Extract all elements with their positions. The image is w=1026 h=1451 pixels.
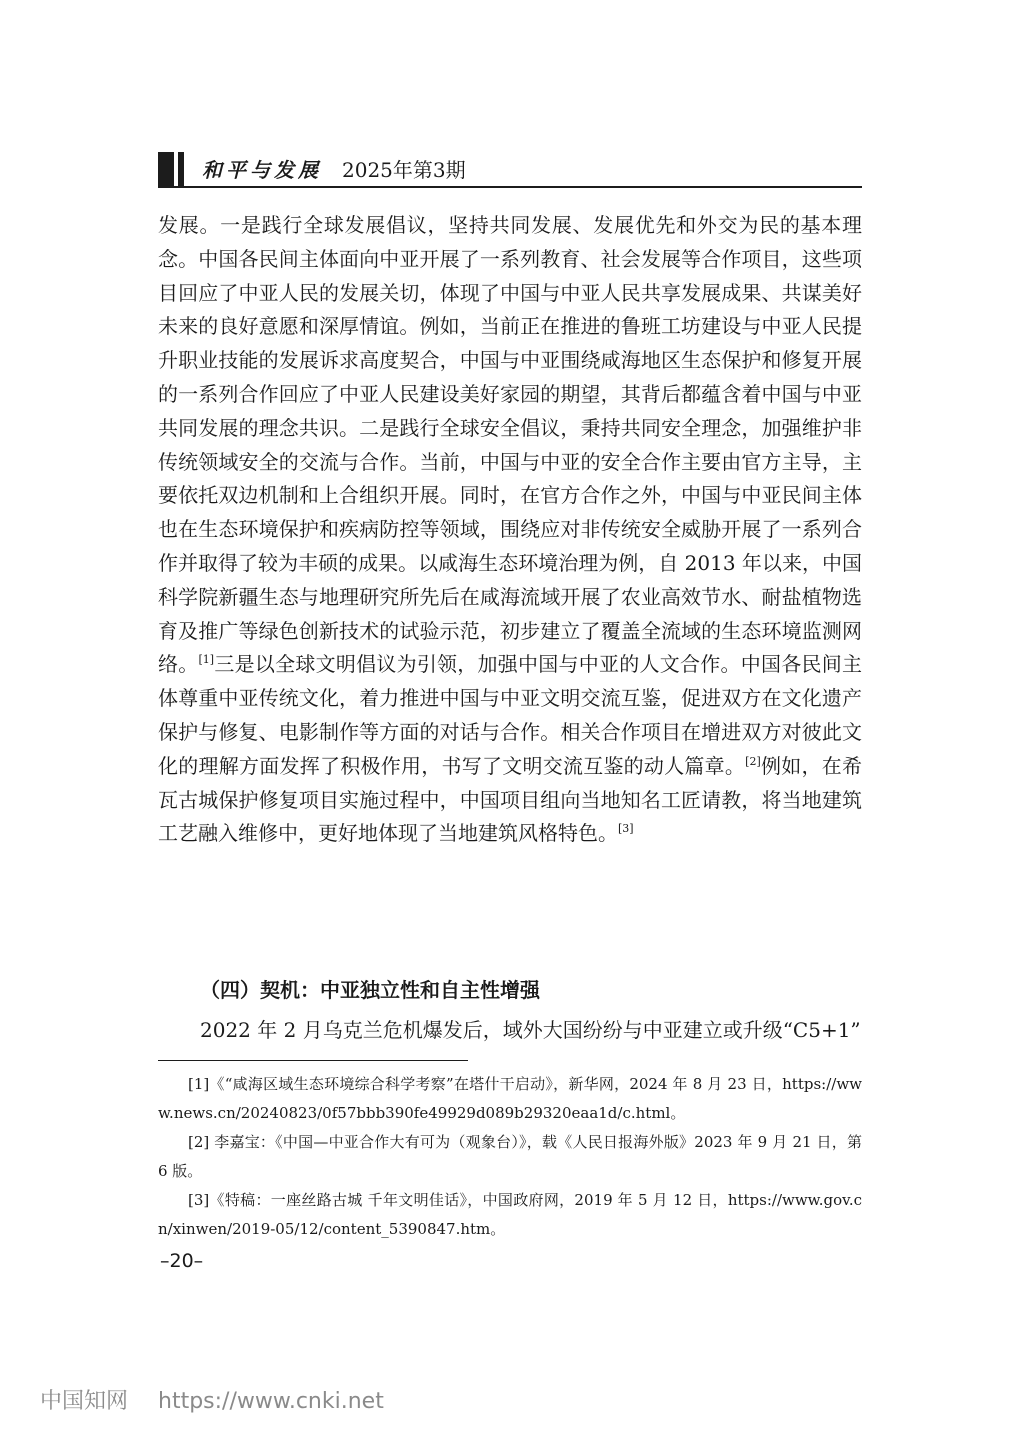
cnki-watermark bbox=[40, 1384, 414, 1415]
section-first-line: 2022 年 2 月乌克兰危机爆发后，域外大国纷纷与中亚建立或升级“C5+1” bbox=[200, 1018, 861, 1042]
section-heading: （四）契机：中亚独立性和自主性增强 bbox=[200, 978, 540, 1002]
header-bar-decoration bbox=[158, 152, 174, 188]
journal-title: 和平与发展 bbox=[202, 158, 322, 182]
footnote-separator bbox=[158, 1060, 468, 1061]
footnote-3: [3]《特稿：一座丝路古城 千年文明佳话》，中国政府网，2019 年 5 月 12 日，https://www.gov.cn/xinwen/2019-05/12/content_5390847.htm。 bbox=[158, 1191, 862, 1238]
body-paragraph bbox=[158, 209, 862, 851]
page-number: –20– bbox=[160, 1250, 204, 1272]
body-text-part-3: 例如，在希瓦古城保护修复项目实施过程中，中国项目组向当地知名工匠请教，将当地建筑工艺融入维修中，更好地体现了当地建筑风格特色。 bbox=[158, 753, 863, 846]
footnote-ref-3[interactable]: [3] bbox=[618, 822, 634, 836]
footnote-ref-2[interactable]: [2] bbox=[745, 754, 761, 768]
footnote-1: [1]《“咸海区域生态环境综合科学考察”在塔什干启动》，新华网，2024 年 8 月 23 日，https://www.news.cn/20240823/0f57bbb390fe49929d089b29320eaa1d/c.html。 bbox=[158, 1075, 862, 1122]
footnote-2: [2] 李嘉宝：《中国—中亚合作大有可为（观象台）》，载《人民日报海外版》2023 年 9 月 21 日，第 6 版。 bbox=[158, 1133, 862, 1180]
footnote-ref-1[interactable]: [1] bbox=[198, 653, 215, 667]
header-rule bbox=[158, 186, 862, 188]
running-header bbox=[158, 152, 862, 188]
body-text-part-2: 三是以全球文明倡议为引领，加强中国与中亚的人文合作。中国各民间主体尊重中亚传统文化，着力推进中国与中亚文明交流互鉴，促进双方在文化遗产保护与修复、电影制作等方面的对话与合作。相关合作项目在增进双方对彼此文化的理解方面发挥了积极作用，书写了文明交流互鉴的动人篇章。 bbox=[158, 652, 863, 778]
footnotes bbox=[158, 1070, 862, 1244]
watermark-url: https://www.cnki.net bbox=[158, 1389, 384, 1414]
issue-label: 2025年第3期 bbox=[342, 158, 466, 182]
header-bar-decoration-thin bbox=[178, 152, 184, 188]
body-text-part-1: 发展。一是践行全球发展倡议，坚持共同发展、发展优先和外交为民的基本理念。中国各民间主体面向中亚开展了一系列教育、社会发展等合作项目，这些项目回应了中亚人民的发展关切，体现了中国与中亚人民共享发展成果、共谋美好未来的良好意愿和深厚情谊。例如，当前正在推进的鲁班工坊建设与中亚人民提升职业技能的发展诉求高度契合，中国与中亚围绕咸海地区生态保护和修复开展的一系列合作回应了中亚人民建设美好家园的期望，其背后都蕴含着中国与中亚共同发展的理念共识。二是践行全球安全倡议，秉持共同安全理念，加强维护非传统领域安全的交流与合作。当前，中国与中亚的安全合作主要由官方主导，主要依托双边机制和上合组织开展。同时，在官方合作之外，中国与中亚民间主体也在生态环境保护和疾病防控等领域，围绕应对非传统安全威胁开展了一系列合作并取得了较为丰硕的成果。以咸海生态环境治理为例，自 2013 年以来，中国科学院新疆生态与地理研究所先后在咸海流域开展了农业高效节水、耐盐植物选育及推广等绿色创新技术的试验示范，初步建立了覆盖全流域的生态环境监测网络。 bbox=[158, 213, 862, 677]
watermark-site-name: 中国知网 bbox=[40, 1389, 129, 1414]
